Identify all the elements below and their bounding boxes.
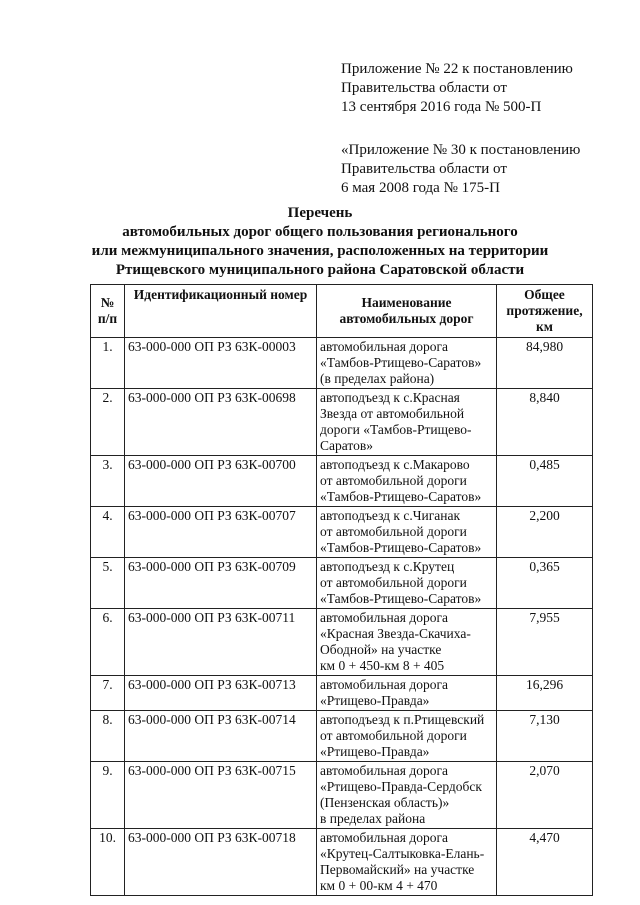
- row-number: 7.: [91, 676, 125, 711]
- header-name-line: автомобильных дорог: [339, 311, 474, 326]
- road-name: [317, 558, 497, 609]
- road-name: [317, 456, 497, 507]
- header-name: [317, 285, 497, 338]
- road-id: 63-000-000 ОП РЗ 63К-00698: [125, 389, 317, 456]
- road-id: 63-000-000 ОП РЗ 63К-00700: [125, 456, 317, 507]
- original-appendix-header: [341, 141, 631, 198]
- table-row: [91, 676, 593, 711]
- document-title: [0, 204, 640, 280]
- row-number: 9.: [91, 762, 125, 829]
- road-name-line: «Ртищево-Правда-Сердобск: [320, 779, 482, 794]
- row-number: 10.: [91, 829, 125, 896]
- header-num: [91, 285, 125, 338]
- road-name-line: «Ртищево-Правда»: [320, 744, 430, 759]
- road-id: 63-000-000 ОП РЗ 63К-00714: [125, 711, 317, 762]
- road-name: [317, 676, 497, 711]
- table-row: [91, 609, 593, 676]
- road-name-line: автоподъезд к с.Красная: [320, 390, 460, 405]
- road-length: 7,130: [497, 711, 593, 762]
- road-id: 63-000-000 ОП РЗ 63К-00718: [125, 829, 317, 896]
- appendix-header-line: Приложение № 22 к постановлению: [341, 61, 573, 77]
- row-number: 4.: [91, 507, 125, 558]
- road-name-line: «Крутец-Салтыковка-Елань-: [320, 846, 485, 861]
- road-name: [317, 389, 497, 456]
- road-name-line: автомобильная дорога: [320, 610, 448, 625]
- road-id: 63-000-000 ОП РЗ 63К-00003: [125, 338, 317, 389]
- road-name: [317, 762, 497, 829]
- header-length-line: км: [536, 319, 553, 334]
- road-name-line: автоподъезд к с.Крутец: [320, 559, 455, 574]
- road-name-line: автомобильная дорога: [320, 763, 448, 778]
- road-name-line: автомобильная дорога: [320, 677, 448, 692]
- table-row: [91, 338, 593, 389]
- title-line: или межмуниципального значения, расположенных на территории: [91, 243, 549, 259]
- table-row: [91, 456, 593, 507]
- road-length: 4,470: [497, 829, 593, 896]
- road-name-line: км 0 + 00-км 4 + 470: [320, 878, 438, 893]
- title-line: автомобильных дорог общего пользования регионального: [122, 224, 518, 240]
- road-id: 63-000-000 ОП РЗ 63К-00709: [125, 558, 317, 609]
- road-name-line: Саратов»: [320, 438, 373, 453]
- header-name-line: Наименование: [361, 295, 452, 310]
- road-name-line: в пределах района: [320, 811, 426, 826]
- table-row: [91, 558, 593, 609]
- original-appendix-header-line: Правительства области от: [341, 161, 507, 177]
- road-name-line: автоподъезд к п.Ртищевский: [320, 712, 485, 727]
- road-id: 63-000-000 ОП РЗ 63К-00715: [125, 762, 317, 829]
- road-id: 63-000-000 ОП РЗ 63К-00707: [125, 507, 317, 558]
- road-name-line: дороги «Тамбов-Ртищево-: [320, 422, 472, 437]
- road-length: 2,200: [497, 507, 593, 558]
- road-name-line: автомобильная дорога: [320, 830, 448, 845]
- road-name: [317, 338, 497, 389]
- road-name-line: «Тамбов-Ртищево-Саратов»: [320, 591, 482, 606]
- road-id: 63-000-000 ОП РЗ 63К-00711: [125, 609, 317, 676]
- table-header-row: [91, 285, 593, 338]
- road-length: 2,070: [497, 762, 593, 829]
- title-line: Ртищевского муниципального района Саратовской области: [115, 262, 525, 278]
- road-name-line: (Пензенская область)»: [320, 795, 450, 810]
- header-length: [497, 285, 593, 338]
- table-row: [91, 762, 593, 829]
- road-name-line: от автомобильной дороги: [320, 575, 467, 590]
- road-name: [317, 829, 497, 896]
- road-name-line: Первомайский» на участке: [320, 862, 475, 877]
- row-number: 5.: [91, 558, 125, 609]
- road-id: 63-000-000 ОП РЗ 63К-00713: [125, 676, 317, 711]
- table-row: [91, 389, 593, 456]
- table-row: [91, 507, 593, 558]
- header-num-line: №: [100, 295, 115, 310]
- original-appendix-header-line: «Приложение № 30 к постановлению: [341, 142, 581, 158]
- road-name-line: «Тамбов-Ртищево-Саратов»: [320, 355, 482, 370]
- original-appendix-header-line: 6 мая 2008 года № 175-П: [341, 180, 500, 196]
- row-number: 6.: [91, 609, 125, 676]
- road-name-line: «Тамбов-Ртищево-Саратов»: [320, 489, 482, 504]
- road-name: [317, 609, 497, 676]
- road-length: 16,296: [497, 676, 593, 711]
- header-length-line: Общее: [524, 287, 565, 302]
- road-length: 0,485: [497, 456, 593, 507]
- road-name-line: «Ртищево-Правда»: [320, 693, 430, 708]
- row-number: 3.: [91, 456, 125, 507]
- road-name-line: (в пределах района): [320, 371, 435, 386]
- header-num-line: п/п: [97, 311, 118, 326]
- road-name-line: «Красная Звезда-Скачиха-: [320, 626, 471, 641]
- road-name-line: Ободной» на участке: [320, 642, 442, 657]
- road-name-line: автоподъезд к с.Чиганак: [320, 508, 461, 523]
- row-number: 1.: [91, 338, 125, 389]
- table-row: [91, 711, 593, 762]
- road-length: 84,980: [497, 338, 593, 389]
- road-length: 0,365: [497, 558, 593, 609]
- row-number: 2.: [91, 389, 125, 456]
- appendix-header-line: 13 сентября 2016 года № 500-П: [341, 99, 542, 115]
- road-name-line: «Тамбов-Ртищево-Саратов»: [320, 540, 482, 555]
- header-length-line: протяжение,: [506, 303, 583, 318]
- header-id: [125, 285, 317, 338]
- road-name: [317, 711, 497, 762]
- road-name-line: от автомобильной дороги: [320, 524, 467, 539]
- road-name-line: автомобильная дорога: [320, 339, 448, 354]
- header-id-line: Идентификационный номер: [133, 287, 308, 302]
- title-line: Перечень: [287, 205, 353, 221]
- road-length: 7,955: [497, 609, 593, 676]
- road-name-line: от автомобильной дороги: [320, 728, 467, 743]
- road-name-line: км 0 + 450-км 8 + 405: [320, 658, 445, 673]
- road-name-line: автоподъезд к с.Макарово: [320, 457, 470, 472]
- road-name: [317, 507, 497, 558]
- row-number: 8.: [91, 711, 125, 762]
- road-name-line: от автомобильной дороги: [320, 473, 467, 488]
- road-name-line: Звезда от автомобильной: [320, 406, 465, 421]
- table-row: [91, 829, 593, 896]
- appendix-header-line: Правительства области от: [341, 80, 507, 96]
- road-length: 8,840: [497, 389, 593, 456]
- roads-table: [90, 284, 593, 896]
- appendix-header: [341, 60, 631, 117]
